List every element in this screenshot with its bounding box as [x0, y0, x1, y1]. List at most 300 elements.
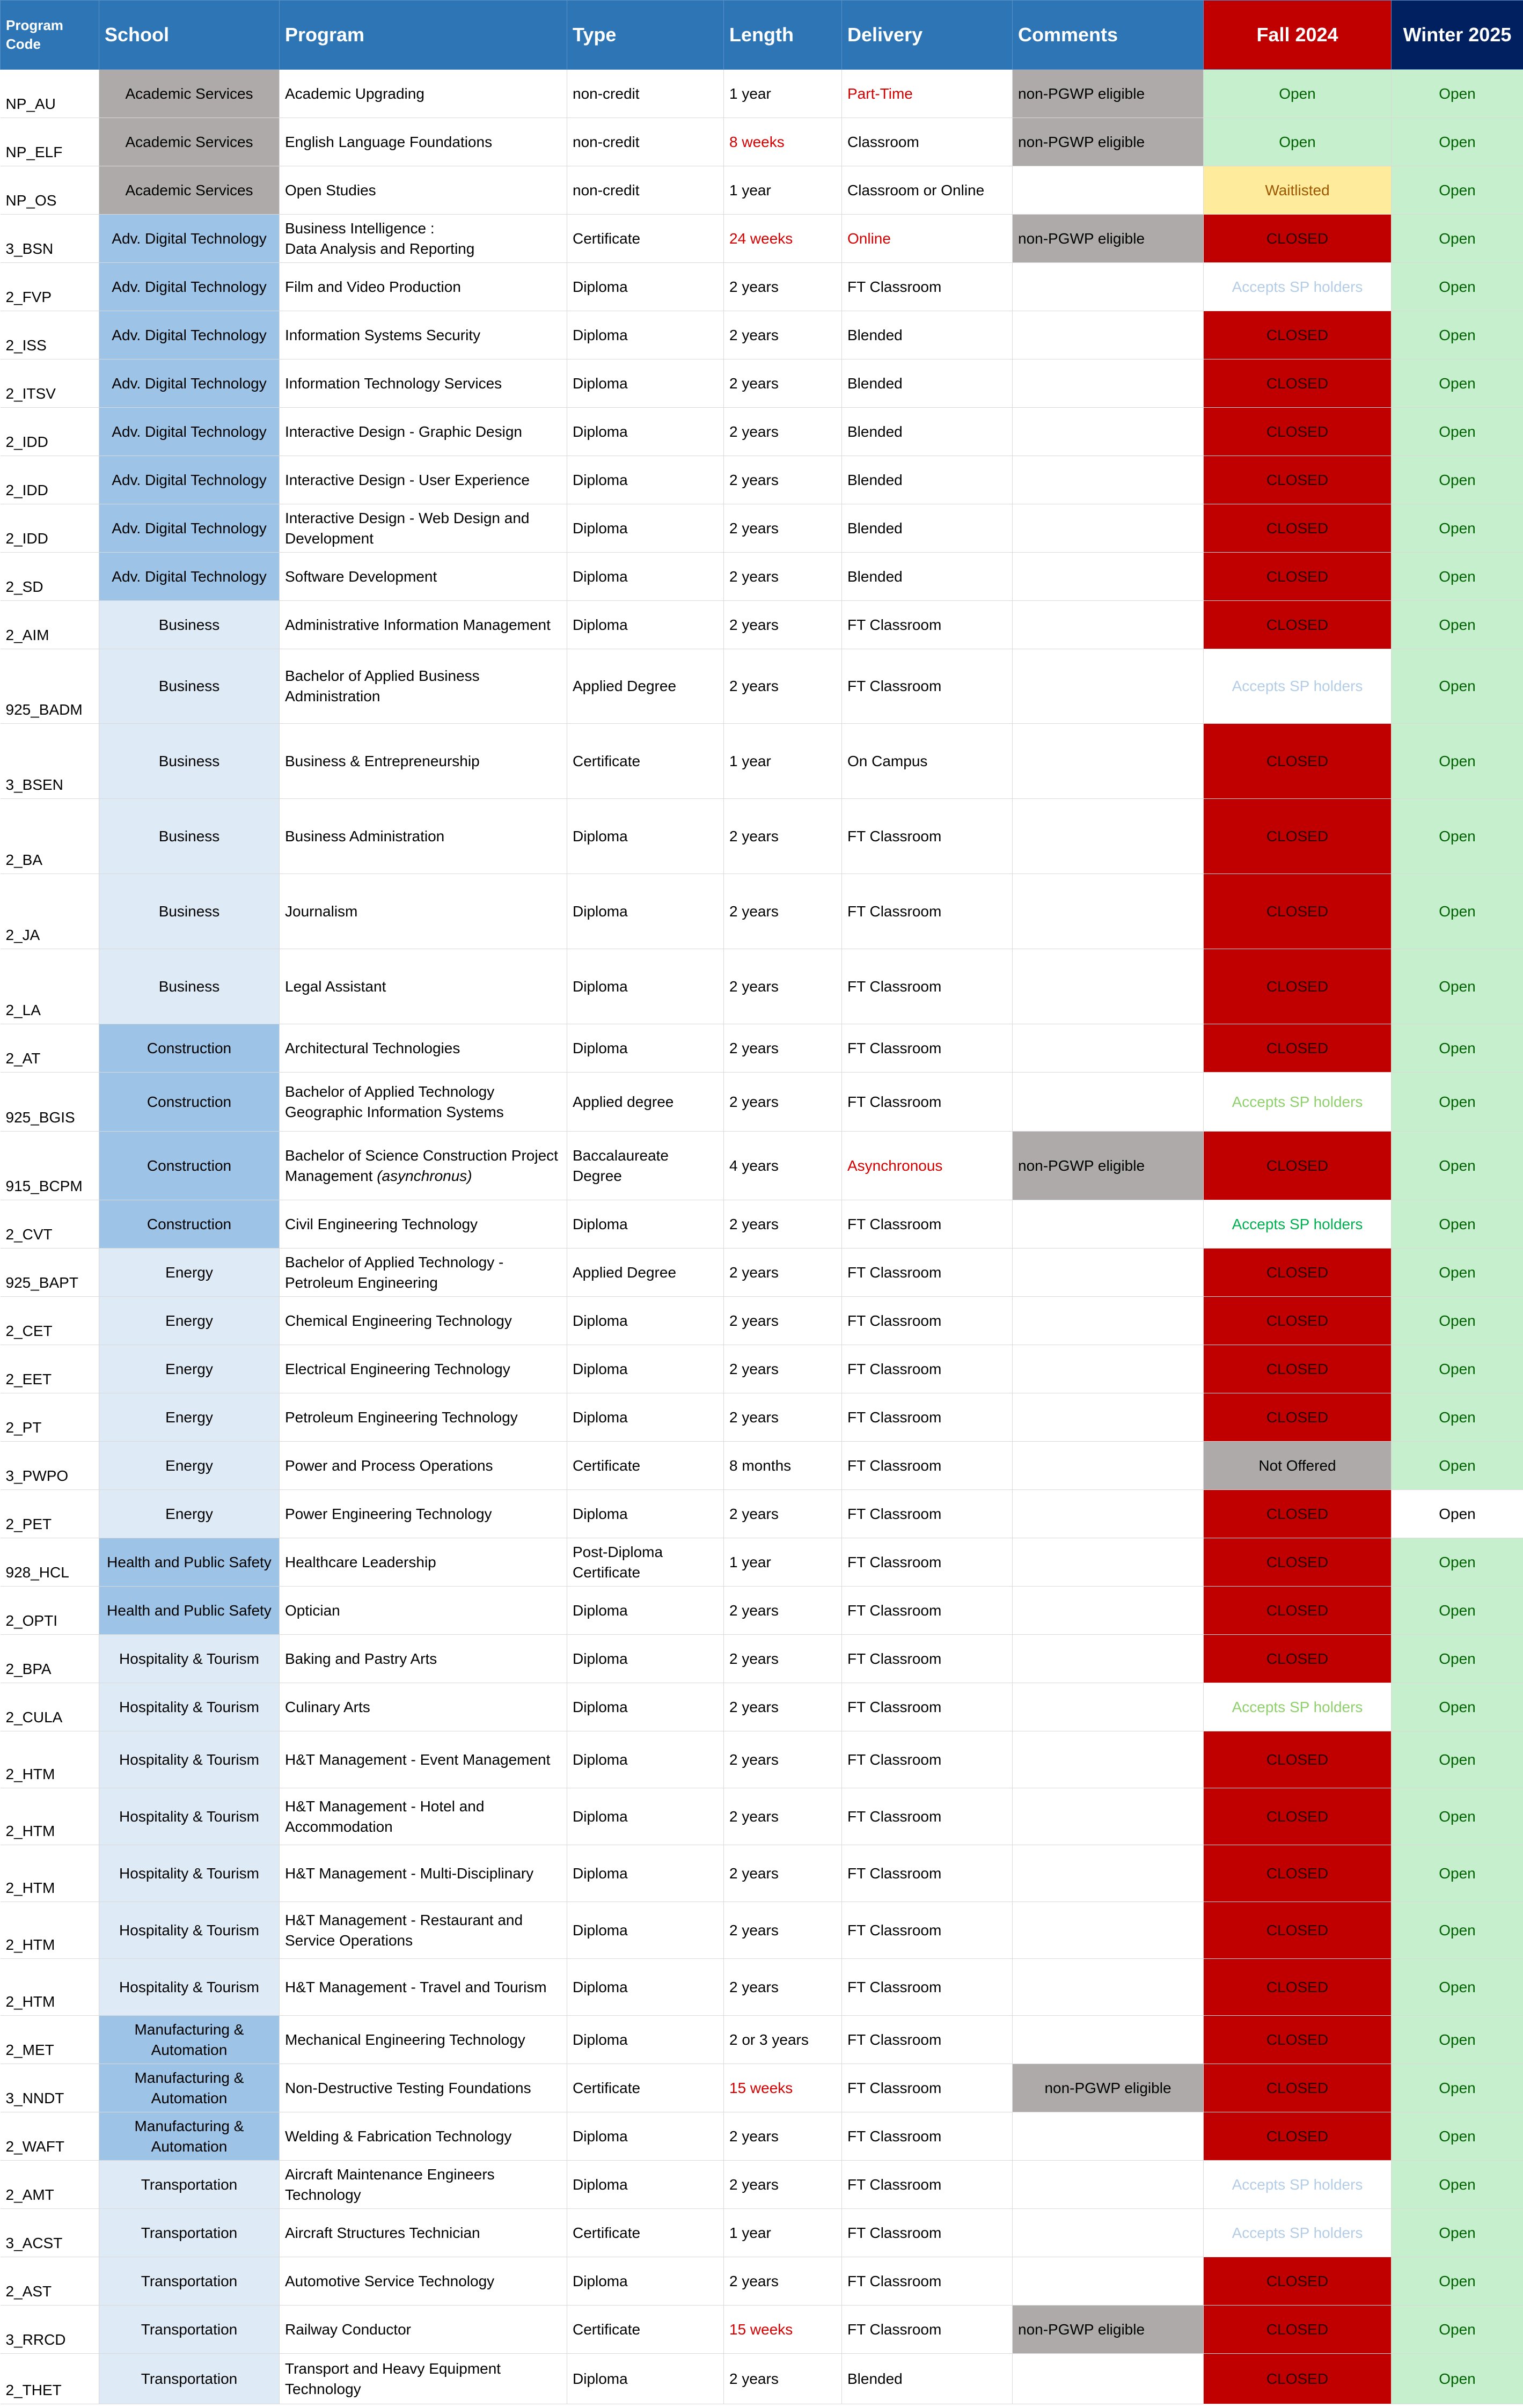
- winter-2025-status: Open: [1392, 1132, 1523, 1200]
- table-row: [1, 1845, 1523, 1902]
- program-code-cell: 2_AMT: [1, 2161, 99, 2209]
- program-code-cell: 2_BPA: [1, 1635, 99, 1683]
- table-row: [1, 456, 1523, 504]
- winter-2025-status: Open: [1392, 1393, 1523, 1442]
- length-cell: 2 years: [724, 2161, 842, 2209]
- length-cell: 2 years: [724, 1345, 842, 1393]
- school-cell: Adv. Digital Technology: [99, 456, 280, 504]
- winter-2025-status: Open: [1392, 1587, 1523, 1635]
- program-code-cell: 3_NNDT: [1, 2064, 99, 2112]
- comments-cell: [1013, 601, 1204, 649]
- program-cell: Information Systems Security: [280, 311, 567, 359]
- header-school: School: [99, 1, 280, 70]
- delivery-cell: FT Classroom: [842, 1845, 1013, 1902]
- length-cell: 2 years: [724, 1297, 842, 1345]
- delivery-cell: FT Classroom: [842, 1538, 1013, 1587]
- school-cell: Hospitality & Tourism: [99, 1635, 280, 1683]
- delivery-cell: FT Classroom: [842, 2161, 1013, 2209]
- fall-2024-status: CLOSED: [1204, 1788, 1392, 1845]
- comments-cell: [1013, 2354, 1204, 2404]
- header-program: Program: [280, 1, 567, 70]
- fall-2024-status: CLOSED: [1204, 1249, 1392, 1297]
- program-code-cell: 2_CULA: [1, 1683, 99, 1731]
- type-cell: Diploma: [567, 263, 724, 311]
- school-cell: Energy: [99, 1249, 280, 1297]
- winter-2025-status: Open: [1392, 70, 1523, 118]
- delivery-cell: FT Classroom: [842, 1442, 1013, 1490]
- fall-2024-status: CLOSED: [1204, 949, 1392, 1024]
- school-cell: Adv. Digital Technology: [99, 553, 280, 601]
- table-row: [1, 2016, 1523, 2064]
- program-code-cell: 2_PT: [1, 1393, 99, 1442]
- type-cell: Diploma: [567, 359, 724, 408]
- length-cell: 2 years: [724, 1249, 842, 1297]
- school-cell: Health and Public Safety: [99, 1538, 280, 1587]
- length-cell: 2 years: [724, 1635, 842, 1683]
- program-code-cell: 2_THET: [1, 2354, 99, 2404]
- table-row: [1, 2306, 1523, 2354]
- fall-2024-status: CLOSED: [1204, 456, 1392, 504]
- comments-cell: [1013, 1345, 1204, 1393]
- table-row: [1, 1132, 1523, 1200]
- comments-cell: [1013, 2112, 1204, 2161]
- program-cell: Open Studies: [280, 166, 567, 215]
- header-type: Type: [567, 1, 724, 70]
- winter-2025-status: Open: [1392, 311, 1523, 359]
- winter-2025-status: Open: [1392, 1902, 1523, 1959]
- length-cell: 2 years: [724, 359, 842, 408]
- type-cell: Diploma: [567, 504, 724, 553]
- fall-2024-status: CLOSED: [1204, 2354, 1392, 2404]
- school-cell: Adv. Digital Technology: [99, 215, 280, 263]
- type-cell: non-credit: [567, 166, 724, 215]
- program-code-cell: NP_ELF: [1, 118, 99, 166]
- fall-2024-status: CLOSED: [1204, 2064, 1392, 2112]
- length-cell: 1 year: [724, 70, 842, 118]
- type-cell: Diploma: [567, 553, 724, 601]
- school-cell: Academic Services: [99, 118, 280, 166]
- table-row: [1, 2354, 1523, 2404]
- type-cell: Diploma: [567, 2257, 724, 2306]
- winter-2025-status: Open: [1392, 874, 1523, 949]
- length-cell: 2 years: [724, 1902, 842, 1959]
- delivery-cell: FT Classroom: [842, 1249, 1013, 1297]
- fall-2024-status: Accepts SP holders: [1204, 263, 1392, 311]
- fall-2024-status: CLOSED: [1204, 2016, 1392, 2064]
- school-cell: Energy: [99, 1393, 280, 1442]
- table-row: [1, 408, 1523, 456]
- table-row: [1, 311, 1523, 359]
- type-cell: Diploma: [567, 311, 724, 359]
- school-cell: Adv. Digital Technology: [99, 263, 280, 311]
- program-cell: Bachelor of Applied Business Administration: [280, 649, 567, 724]
- winter-2025-status: Open: [1392, 1073, 1523, 1132]
- winter-2025-status: Open: [1392, 1683, 1523, 1731]
- program-code-cell: 2_SD: [1, 553, 99, 601]
- table-row: [1, 166, 1523, 215]
- length-cell: 2 years: [724, 1683, 842, 1731]
- delivery-cell: FT Classroom: [842, 601, 1013, 649]
- program-code-cell: 928_HCL: [1, 1538, 99, 1587]
- winter-2025-status: Open: [1392, 2064, 1523, 2112]
- comments-cell: [1013, 1731, 1204, 1788]
- comments-cell: [1013, 1902, 1204, 1959]
- program-name: Bachelor of Science Construction Project Management: [285, 1147, 558, 1184]
- school-cell: Hospitality & Tourism: [99, 1902, 280, 1959]
- length-cell: 2 years: [724, 553, 842, 601]
- school-cell: Construction: [99, 1132, 280, 1200]
- fall-2024-status: CLOSED: [1204, 1635, 1392, 1683]
- table-row: [1, 1788, 1523, 1845]
- winter-2025-status: Open: [1392, 1297, 1523, 1345]
- program-code-cell: 2_HTM: [1, 1959, 99, 2016]
- comments-cell: [1013, 2209, 1204, 2257]
- comments-cell: [1013, 949, 1204, 1024]
- length-cell: 2 years: [724, 649, 842, 724]
- school-cell: Academic Services: [99, 166, 280, 215]
- winter-2025-status: Open: [1392, 724, 1523, 799]
- program-cell: H&T Management - Multi-Disciplinary: [280, 1845, 567, 1902]
- fall-2024-status: CLOSED: [1204, 408, 1392, 456]
- winter-2025-status: Open: [1392, 1845, 1523, 1902]
- delivery-cell: Part-Time: [842, 70, 1013, 118]
- delivery-cell: Asynchronous: [842, 1132, 1013, 1200]
- type-cell: Post-Diploma Certificate: [567, 1538, 724, 1587]
- length-cell: 2 years: [724, 1490, 842, 1538]
- type-cell: Applied Degree: [567, 649, 724, 724]
- table-row: [1, 553, 1523, 601]
- type-cell: Diploma: [567, 1731, 724, 1788]
- program-code-cell: 915_BCPM: [1, 1132, 99, 1200]
- comments-cell: [1013, 166, 1204, 215]
- table-row: [1, 1249, 1523, 1297]
- winter-2025-status: Open: [1392, 118, 1523, 166]
- fall-2024-status: Accepts SP holders: [1204, 1200, 1392, 1249]
- type-cell: Diploma: [567, 1635, 724, 1683]
- table-row: [1, 1587, 1523, 1635]
- program-code-cell: 3_ACST: [1, 2209, 99, 2257]
- type-cell: Applied degree: [567, 1073, 724, 1132]
- length-cell: 2 years: [724, 1959, 842, 2016]
- school-cell: Construction: [99, 1073, 280, 1132]
- school-cell: Energy: [99, 1345, 280, 1393]
- length-cell: 2 years: [724, 1788, 842, 1845]
- length-cell: 24 weeks: [724, 215, 842, 263]
- winter-2025-status: Open: [1392, 1788, 1523, 1845]
- fall-2024-status: Accepts SP holders: [1204, 1073, 1392, 1132]
- program-code-cell: 2_IDD: [1, 408, 99, 456]
- program-code-cell: 2_BA: [1, 799, 99, 874]
- fall-2024-status: CLOSED: [1204, 504, 1392, 553]
- length-cell: 8 months: [724, 1442, 842, 1490]
- delivery-cell: Blended: [842, 504, 1013, 553]
- type-cell: non-credit: [567, 70, 724, 118]
- school-cell: Business: [99, 601, 280, 649]
- fall-2024-status: CLOSED: [1204, 1845, 1392, 1902]
- delivery-cell: Online: [842, 215, 1013, 263]
- table-row: [1, 601, 1523, 649]
- comments-cell: [1013, 311, 1204, 359]
- program-code-cell: 2_EET: [1, 1345, 99, 1393]
- program-cell: English Language Foundations: [280, 118, 567, 166]
- winter-2025-status: Open: [1392, 1635, 1523, 1683]
- delivery-cell: FT Classroom: [842, 1683, 1013, 1731]
- type-cell: Diploma: [567, 1024, 724, 1073]
- fall-2024-status: CLOSED: [1204, 1393, 1392, 1442]
- type-cell: Certificate: [567, 1442, 724, 1490]
- table-row: [1, 2209, 1523, 2257]
- type-cell: Diploma: [567, 1902, 724, 1959]
- table-row: [1, 215, 1523, 263]
- school-cell: Business: [99, 949, 280, 1024]
- winter-2025-status: Open: [1392, 1538, 1523, 1587]
- table-row: [1, 359, 1523, 408]
- delivery-cell: FT Classroom: [842, 2306, 1013, 2354]
- delivery-cell: FT Classroom: [842, 1297, 1013, 1345]
- length-cell: 15 weeks: [724, 2064, 842, 2112]
- type-cell: Certificate: [567, 724, 724, 799]
- table-row: [1, 1297, 1523, 1345]
- delivery-cell: FT Classroom: [842, 874, 1013, 949]
- length-cell: 2 years: [724, 263, 842, 311]
- program-cell: Power Engineering Technology: [280, 1490, 567, 1538]
- delivery-cell: FT Classroom: [842, 649, 1013, 724]
- length-cell: 2 years: [724, 2354, 842, 2404]
- comments-cell: non-PGWP eligible: [1013, 1132, 1204, 1200]
- length-cell: 2 years: [724, 949, 842, 1024]
- length-cell: 2 years: [724, 311, 842, 359]
- school-cell: Transportation: [99, 2161, 280, 2209]
- type-cell: Diploma: [567, 799, 724, 874]
- winter-2025-status: Open: [1392, 1345, 1523, 1393]
- header-length: Length: [724, 1, 842, 70]
- program-code-cell: 2_ITSV: [1, 359, 99, 408]
- program-cell: H&T Management - Restaurant and Service Operations: [280, 1902, 567, 1959]
- delivery-cell: FT Classroom: [842, 263, 1013, 311]
- table-row: [1, 2064, 1523, 2112]
- program-code-cell: 2_CET: [1, 1297, 99, 1345]
- fall-2024-status: CLOSED: [1204, 1587, 1392, 1635]
- school-cell: Business: [99, 649, 280, 724]
- delivery-cell: Blended: [842, 456, 1013, 504]
- program-code-cell: 3_PWPO: [1, 1442, 99, 1490]
- program-code-cell: 2_JA: [1, 874, 99, 949]
- winter-2025-status: Open: [1392, 2306, 1523, 2354]
- school-cell: Manufacturing & Automation: [99, 2064, 280, 2112]
- table-row: [1, 724, 1523, 799]
- length-cell: 1 year: [724, 2209, 842, 2257]
- delivery-cell: Blended: [842, 311, 1013, 359]
- type-cell: Diploma: [567, 601, 724, 649]
- table-row: [1, 2161, 1523, 2209]
- comments-cell: non-PGWP eligible: [1013, 215, 1204, 263]
- type-cell: Diploma: [567, 949, 724, 1024]
- program-cell: Power and Process Operations: [280, 1442, 567, 1490]
- delivery-cell: FT Classroom: [842, 1393, 1013, 1442]
- length-cell: 2 years: [724, 874, 842, 949]
- comments-cell: [1013, 1959, 1204, 2016]
- program-code-cell: 2_HTM: [1, 1731, 99, 1788]
- comments-cell: [1013, 1788, 1204, 1845]
- delivery-cell: FT Classroom: [842, 2064, 1013, 2112]
- school-cell: Adv. Digital Technology: [99, 311, 280, 359]
- length-cell: 15 weeks: [724, 2306, 842, 2354]
- program-cell: Academic Upgrading: [280, 70, 567, 118]
- delivery-cell: FT Classroom: [842, 2016, 1013, 2064]
- program-code-cell: 2_HTM: [1, 1845, 99, 1902]
- school-cell: Health and Public Safety: [99, 1587, 280, 1635]
- type-cell: Diploma: [567, 874, 724, 949]
- table-row: [1, 1731, 1523, 1788]
- header-row: [1, 1, 1523, 70]
- school-cell: Business: [99, 874, 280, 949]
- table-row: [1, 1538, 1523, 1587]
- school-cell: Transportation: [99, 2257, 280, 2306]
- length-cell: 1 year: [724, 166, 842, 215]
- length-cell: 2 years: [724, 2112, 842, 2161]
- delivery-cell: FT Classroom: [842, 2112, 1013, 2161]
- school-cell: Hospitality & Tourism: [99, 1731, 280, 1788]
- winter-2025-status: Open: [1392, 166, 1523, 215]
- length-cell: 2 years: [724, 1024, 842, 1073]
- delivery-cell: Classroom or Online: [842, 166, 1013, 215]
- program-code-cell: 2_IDD: [1, 504, 99, 553]
- delivery-cell: FT Classroom: [842, 1635, 1013, 1683]
- winter-2025-status: Open: [1392, 456, 1523, 504]
- program-cell: Non-Destructive Testing Foundations: [280, 2064, 567, 2112]
- table-row: [1, 2257, 1523, 2306]
- winter-2025-status: Open: [1392, 263, 1523, 311]
- comments-cell: [1013, 2016, 1204, 2064]
- fall-2024-status: CLOSED: [1204, 1538, 1392, 1587]
- fall-2024-status: CLOSED: [1204, 1132, 1392, 1200]
- comments-cell: [1013, 1249, 1204, 1297]
- school-cell: Academic Services: [99, 70, 280, 118]
- type-cell: Diploma: [567, 2112, 724, 2161]
- school-cell: Hospitality & Tourism: [99, 1959, 280, 2016]
- program-cell: Software Development: [280, 553, 567, 601]
- type-cell: Certificate: [567, 2209, 724, 2257]
- type-cell: Diploma: [567, 2161, 724, 2209]
- delivery-cell: FT Classroom: [842, 1024, 1013, 1073]
- header-program-code: Program Code: [1, 1, 99, 70]
- length-cell: 2 years: [724, 408, 842, 456]
- table-row: [1, 1959, 1523, 2016]
- length-cell: 2 years: [724, 799, 842, 874]
- comments-cell: [1013, 649, 1204, 724]
- winter-2025-status: Open: [1392, 408, 1523, 456]
- comments-cell: [1013, 1490, 1204, 1538]
- program-code-cell: 3_RRCD: [1, 2306, 99, 2354]
- comments-cell: [1013, 2161, 1204, 2209]
- program-cell: [280, 1132, 567, 1200]
- table-row: [1, 1393, 1523, 1442]
- table-row: [1, 874, 1523, 949]
- length-cell: 2 years: [724, 1845, 842, 1902]
- fall-2024-status: CLOSED: [1204, 553, 1392, 601]
- fall-2024-status: Not Offered: [1204, 1442, 1392, 1490]
- winter-2025-status: Open: [1392, 2016, 1523, 2064]
- type-cell: Diploma: [567, 1200, 724, 1249]
- comments-cell: [1013, 553, 1204, 601]
- comments-cell: [1013, 408, 1204, 456]
- program-code-cell: 2_MET: [1, 2016, 99, 2064]
- delivery-cell: FT Classroom: [842, 799, 1013, 874]
- school-cell: Transportation: [99, 2354, 280, 2404]
- delivery-cell: Blended: [842, 553, 1013, 601]
- header-fall-2024: Fall 2024: [1204, 1, 1392, 70]
- comments-cell: [1013, 1393, 1204, 1442]
- type-cell: Diploma: [567, 1587, 724, 1635]
- delivery-cell: FT Classroom: [842, 1200, 1013, 1249]
- school-cell: Adv. Digital Technology: [99, 359, 280, 408]
- table-row: [1, 1345, 1523, 1393]
- program-cell: Interactive Design - Graphic Design: [280, 408, 567, 456]
- school-cell: Manufacturing & Automation: [99, 2016, 280, 2064]
- table-row: [1, 1442, 1523, 1490]
- comments-cell: [1013, 1845, 1204, 1902]
- comments-cell: non-PGWP eligible: [1013, 2306, 1204, 2354]
- header-delivery: Delivery: [842, 1, 1013, 70]
- program-cell: H&T Management - Travel and Tourism: [280, 1959, 567, 2016]
- type-cell: Diploma: [567, 456, 724, 504]
- program-code-cell: 2_AST: [1, 2257, 99, 2306]
- program-code-cell: 2_AIM: [1, 601, 99, 649]
- program-cell: Transport and Heavy Equipment Technology: [280, 2354, 567, 2404]
- program-code-cell: NP_OS: [1, 166, 99, 215]
- winter-2025-status: Open: [1392, 215, 1523, 263]
- type-cell: Baccalaureate Degree: [567, 1132, 724, 1200]
- table-row: [1, 1200, 1523, 1249]
- program-cell: Business Administration: [280, 799, 567, 874]
- program-code-cell: NP_AU: [1, 70, 99, 118]
- program-cell: H&T Management - Hotel and Accommodation: [280, 1788, 567, 1845]
- program-cell: Baking and Pastry Arts: [280, 1635, 567, 1683]
- comments-cell: non-PGWP eligible: [1013, 70, 1204, 118]
- delivery-cell: FT Classroom: [842, 1788, 1013, 1845]
- fall-2024-status: CLOSED: [1204, 2257, 1392, 2306]
- program-cell: Bachelor of Applied Technology - Petroleum Engineering: [280, 1249, 567, 1297]
- fall-2024-status: CLOSED: [1204, 799, 1392, 874]
- program-code-cell: 2_CVT: [1, 1200, 99, 1249]
- length-cell: 2 years: [724, 1731, 842, 1788]
- type-cell: Certificate: [567, 2064, 724, 2112]
- program-suffix: (asynchronus): [377, 1167, 472, 1184]
- school-cell: Transportation: [99, 2209, 280, 2257]
- comments-cell: [1013, 1538, 1204, 1587]
- comments-cell: [1013, 724, 1204, 799]
- comments-cell: [1013, 504, 1204, 553]
- table-row: [1, 649, 1523, 724]
- header-winter-2025: Winter 2025: [1392, 1, 1523, 70]
- winter-2025-status: Open: [1392, 2161, 1523, 2209]
- type-cell: Diploma: [567, 408, 724, 456]
- winter-2025-status: Open: [1392, 949, 1523, 1024]
- program-cell: Bachelor of Applied Technology Geographic Information Systems: [280, 1073, 567, 1132]
- fall-2024-status: Open: [1204, 118, 1392, 166]
- length-cell: 2 years: [724, 456, 842, 504]
- comments-cell: [1013, 2257, 1204, 2306]
- comments-cell: [1013, 1635, 1204, 1683]
- winter-2025-status: Open: [1392, 1731, 1523, 1788]
- winter-2025-status: Open: [1392, 553, 1523, 601]
- type-cell: Applied Degree: [567, 1249, 724, 1297]
- length-cell: 2 or 3 years: [724, 2016, 842, 2064]
- program-code-cell: 2_FVP: [1, 263, 99, 311]
- winter-2025-status: Open: [1392, 1490, 1523, 1538]
- table-row: [1, 2112, 1523, 2161]
- type-cell: Diploma: [567, 2016, 724, 2064]
